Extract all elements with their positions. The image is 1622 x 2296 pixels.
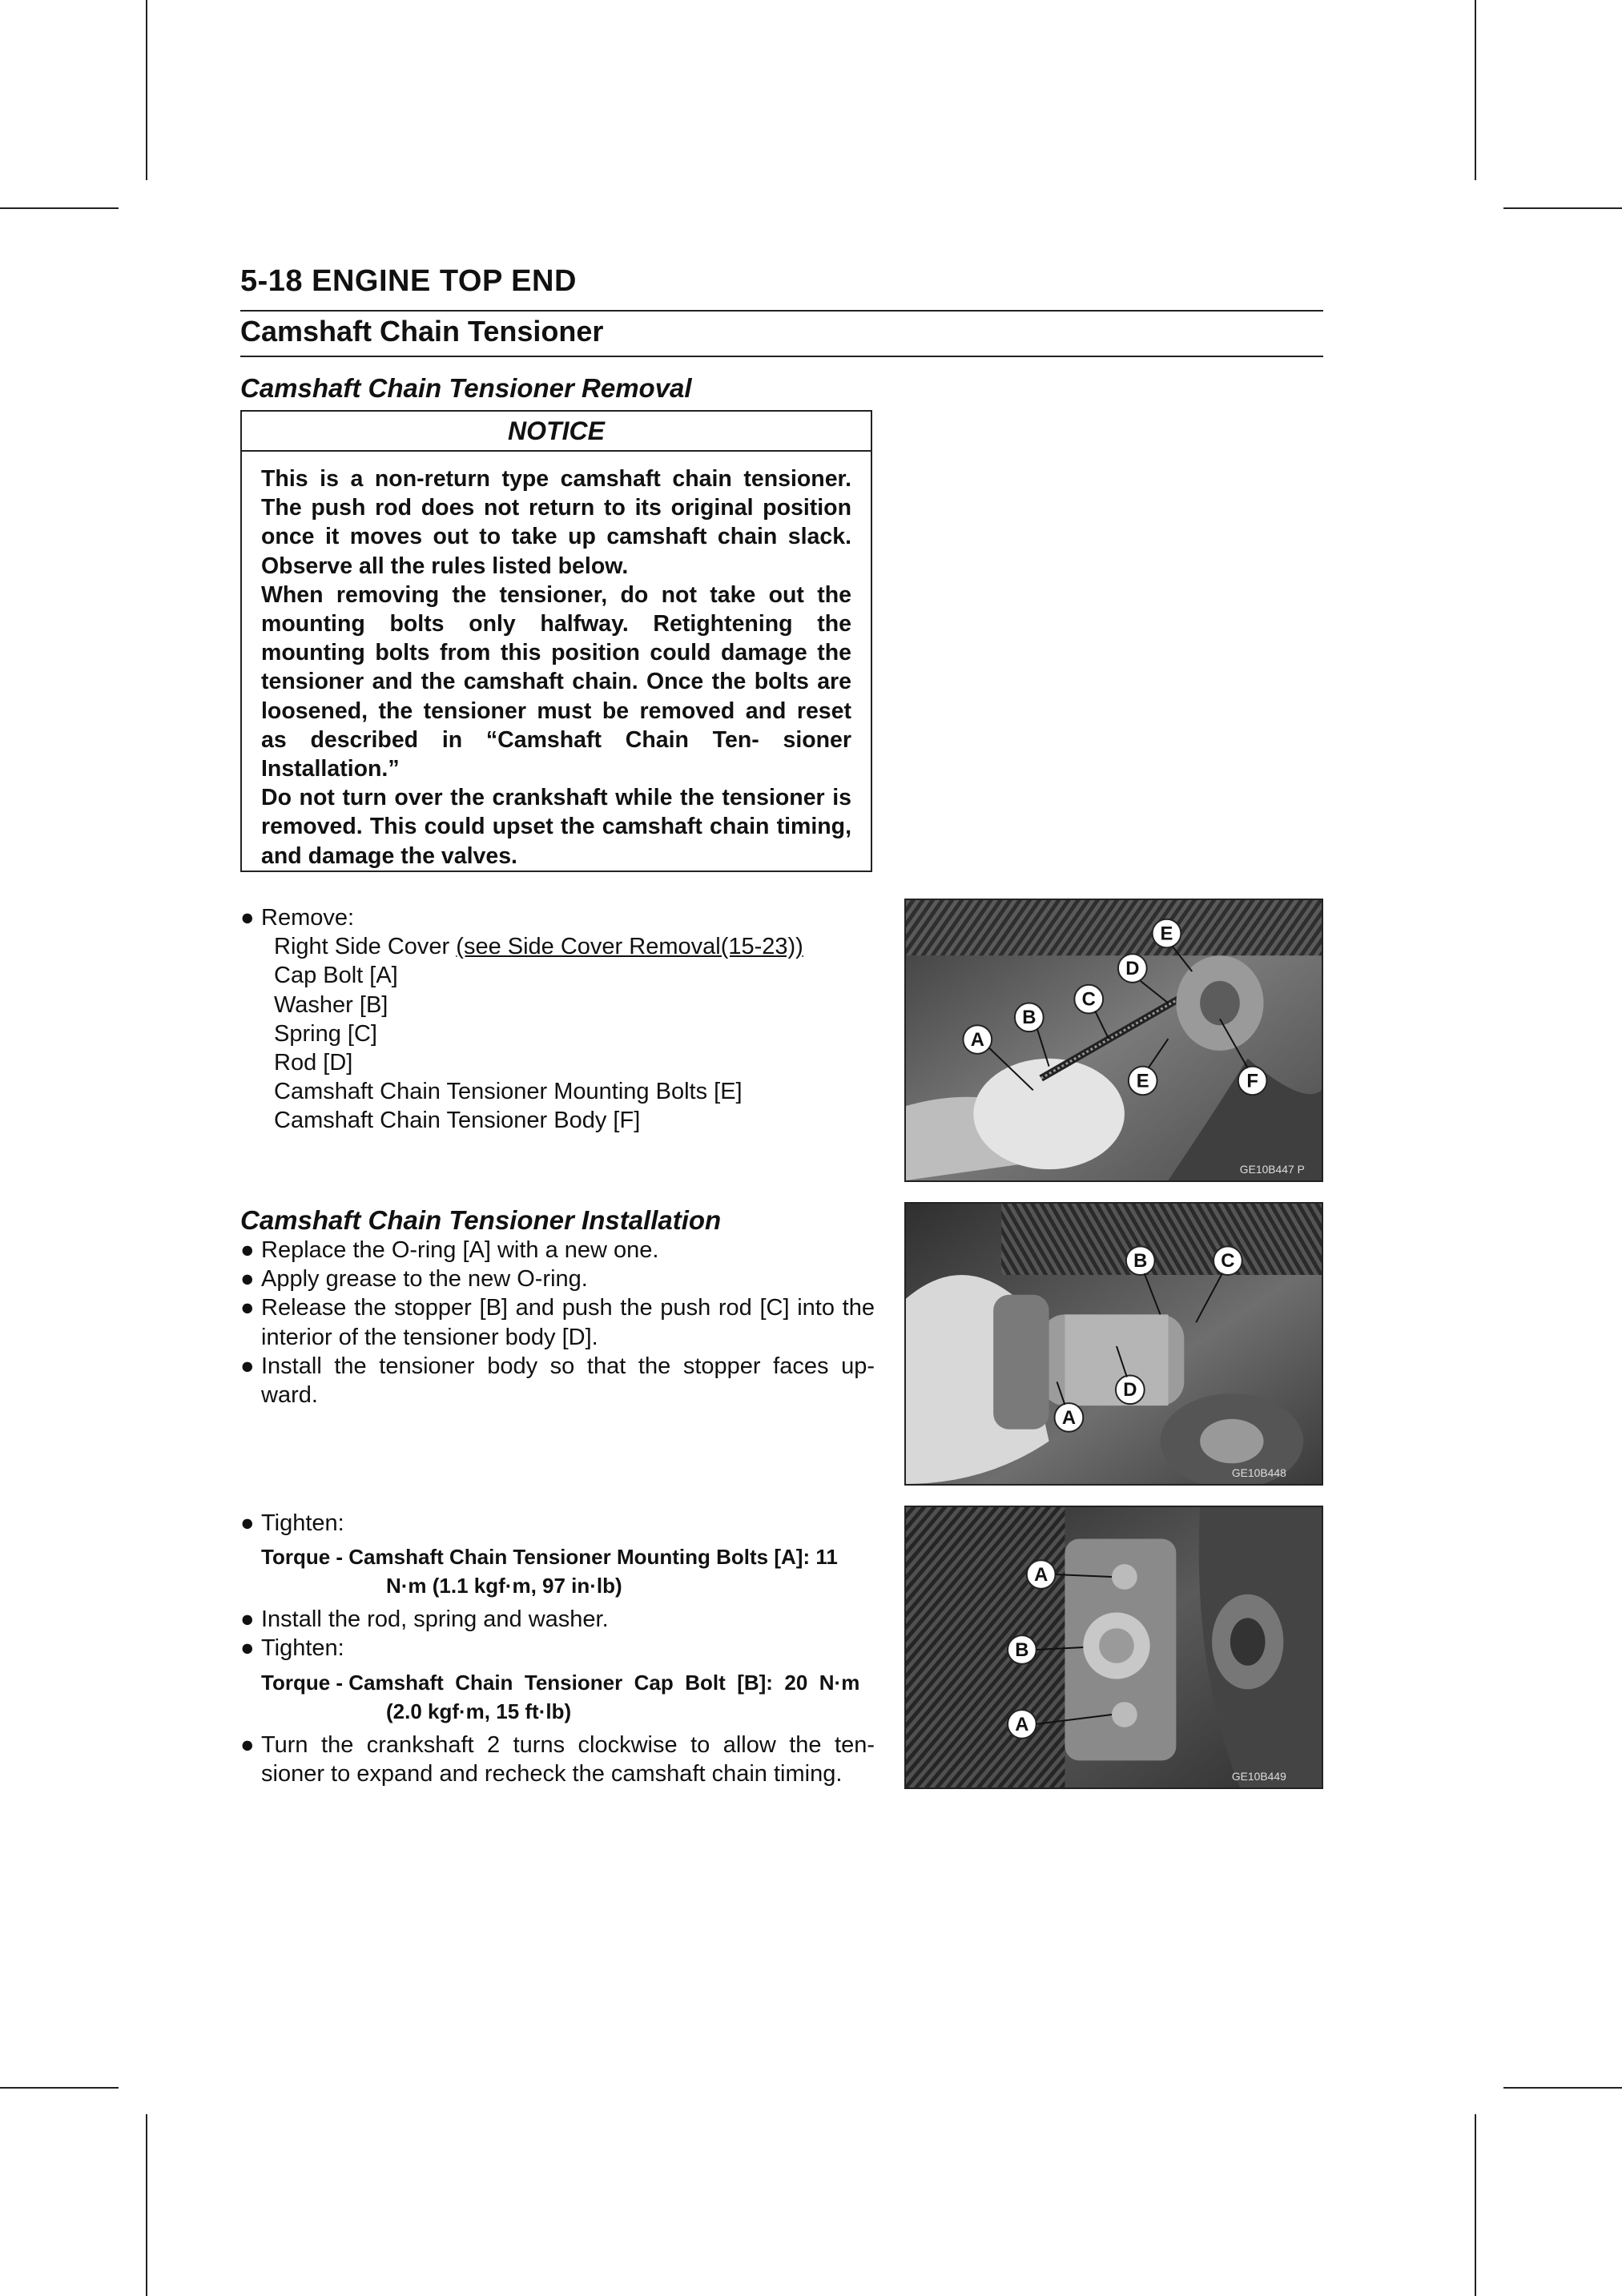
bullet-text: Replace the O-ring [A] with a new one.: [261, 1237, 659, 1263]
notice-title: NOTICE: [242, 412, 871, 452]
callout-label: D: [1123, 1379, 1137, 1401]
installation-heading: Camshaft Chain Tensioner Installation: [240, 1205, 722, 1235]
photo-code: GE10B447 P: [1239, 1163, 1305, 1176]
list-item: Camshaft Chain Tensioner Body [F]: [274, 1108, 641, 1134]
bullet-item: [240, 1509, 875, 1538]
bullet-icon: ●: [240, 1510, 255, 1536]
bullet-item: [240, 1731, 875, 1788]
removal-photo-image: [906, 900, 1322, 1180]
bullet-text: Install the tensioner body so that the stopper faces up- ward.: [261, 1353, 875, 1409]
list-item: Spring [C]: [274, 1020, 377, 1047]
bullet-item: [240, 1236, 875, 1265]
bullet-icon: ●: [240, 1635, 255, 1662]
list-item: Cap Bolt [A]: [274, 963, 398, 989]
installation-photo: [904, 1202, 1323, 1486]
torque-spec: [240, 1542, 875, 1600]
header-rule: [240, 310, 1323, 312]
callout-label: B: [1015, 1639, 1029, 1661]
photo-code: GE10B448: [1231, 1466, 1286, 1480]
callout-label: F: [1246, 1070, 1258, 1092]
callout-label: C: [1221, 1250, 1235, 1273]
tighten-list: [240, 1509, 875, 1788]
bullet-text: Tighten:: [261, 1510, 344, 1536]
bullet-text: Tighten:: [261, 1635, 344, 1662]
crop-mark: [146, 0, 147, 180]
crop-mark: [1503, 2087, 1622, 2089]
callout-label: E: [1160, 923, 1173, 945]
bullet-icon: ●: [240, 1295, 255, 1321]
section-title: Camshaft Chain Tensioner: [240, 315, 604, 348]
removal-heading: Camshaft Chain Tensioner Removal: [240, 373, 692, 403]
removal-photo: [904, 899, 1323, 1182]
bullet-item: [240, 1293, 875, 1351]
notice-box: [240, 410, 872, 872]
list-item: [240, 932, 875, 961]
crop-mark: [1503, 207, 1622, 209]
crop-mark: [1475, 0, 1476, 180]
photo-code: GE10B449: [1231, 1770, 1286, 1783]
crop-mark: [0, 207, 119, 209]
callout-label: B: [1022, 1007, 1036, 1029]
bullet-icon: ●: [240, 1606, 255, 1633]
torque-spec: [240, 1668, 875, 1726]
list-item: Camshaft Chain Tensioner Mounting Bolts [E]: [274, 1079, 743, 1105]
bullet-item: [240, 1265, 875, 1293]
torque-line: N·m (1.1 kgf·m, 97 in·lb): [386, 1574, 622, 1598]
torque-line: (2.0 kgf·m, 15 ft·lb): [386, 1699, 572, 1723]
bullet-text: Release the stopper [B] and push the push rod [C] into the interior of the tensioner body [D].: [261, 1295, 875, 1350]
bullet-icon: ●: [240, 1353, 255, 1379]
callout-label: D: [1125, 957, 1140, 979]
tighten-photo-image: [906, 1507, 1322, 1787]
callout-label: A: [1034, 1563, 1048, 1586]
callout-label: E: [1136, 1070, 1149, 1092]
list-item: Washer [B]: [274, 991, 388, 1018]
bullet-icon: ●: [240, 905, 255, 931]
callout-label: B: [1133, 1250, 1148, 1273]
list-item: Rod [D]: [274, 1050, 353, 1076]
bullet-text: Remove:: [261, 905, 355, 931]
installation-list: [240, 1236, 875, 1409]
bullet-icon: ●: [240, 1237, 255, 1263]
notice-paragraph: This is a non-return type camshaft chain tensioner. The push rod does not return to its original position once it moves out to take up camshaft chain slack. Observe all the rules listed below.: [261, 466, 851, 579]
callout-label: C: [1081, 988, 1096, 1011]
callout-label: A: [970, 1028, 984, 1051]
notice-body: [242, 452, 871, 871]
bullet-item: [240, 1634, 875, 1663]
notice-paragraph: When removing the tensioner, do not take out the mounting bolts only halfway. Retightening the mounting bolts from this position could damage the tensioner and the camshaft chain. Once the bolts are loosened, the tensioner must be removed and reset as described in “Camshaft Chain Ten- sioner Installation.”: [261, 581, 851, 782]
bullet-item: [240, 1352, 875, 1409]
torque-line: Torque - Camshaft Chain Tensioner Mounting Bolts [A]: 11: [261, 1545, 838, 1570]
callout-label: A: [1061, 1406, 1077, 1429]
removal-list: [240, 903, 875, 1136]
bullet-item: [240, 903, 875, 932]
cross-reference-link[interactable]: (see Side Cover Removal(15-23)): [456, 934, 803, 960]
bullet-icon: ●: [240, 1266, 255, 1293]
crop-mark: [0, 2087, 119, 2089]
bullet-text: Turn the crankshaft 2 turns clockwise to allow the ten- sioner to expand and recheck the camshaft chain timing.: [261, 1731, 875, 1787]
list-item-text: Right Side Cover: [274, 934, 457, 960]
bullet-text: Install the rod, spring and washer.: [261, 1606, 609, 1633]
callout-label: A: [1015, 1713, 1029, 1735]
installation-photo-image: [906, 1204, 1322, 1484]
page-header-title: 5-18 ENGINE TOP END: [240, 264, 577, 298]
bullet-text: Apply grease to the new O-ring.: [261, 1266, 588, 1293]
tighten-photo: [904, 1506, 1323, 1789]
crop-mark: [146, 2114, 147, 2296]
section-rule: [240, 356, 1323, 357]
bullet-icon: ●: [240, 1731, 255, 1758]
torque-line: Torque - Camshaft Chain Tensioner Cap Bolt [B]: 20 N·m: [261, 1670, 860, 1695]
crop-mark: [1475, 2114, 1476, 2296]
bullet-item: [240, 1605, 875, 1634]
notice-paragraph: Do not turn over the crankshaft while the tensioner is removed. This could upset the camshaft chain timing, and damage the valves.: [261, 785, 851, 869]
